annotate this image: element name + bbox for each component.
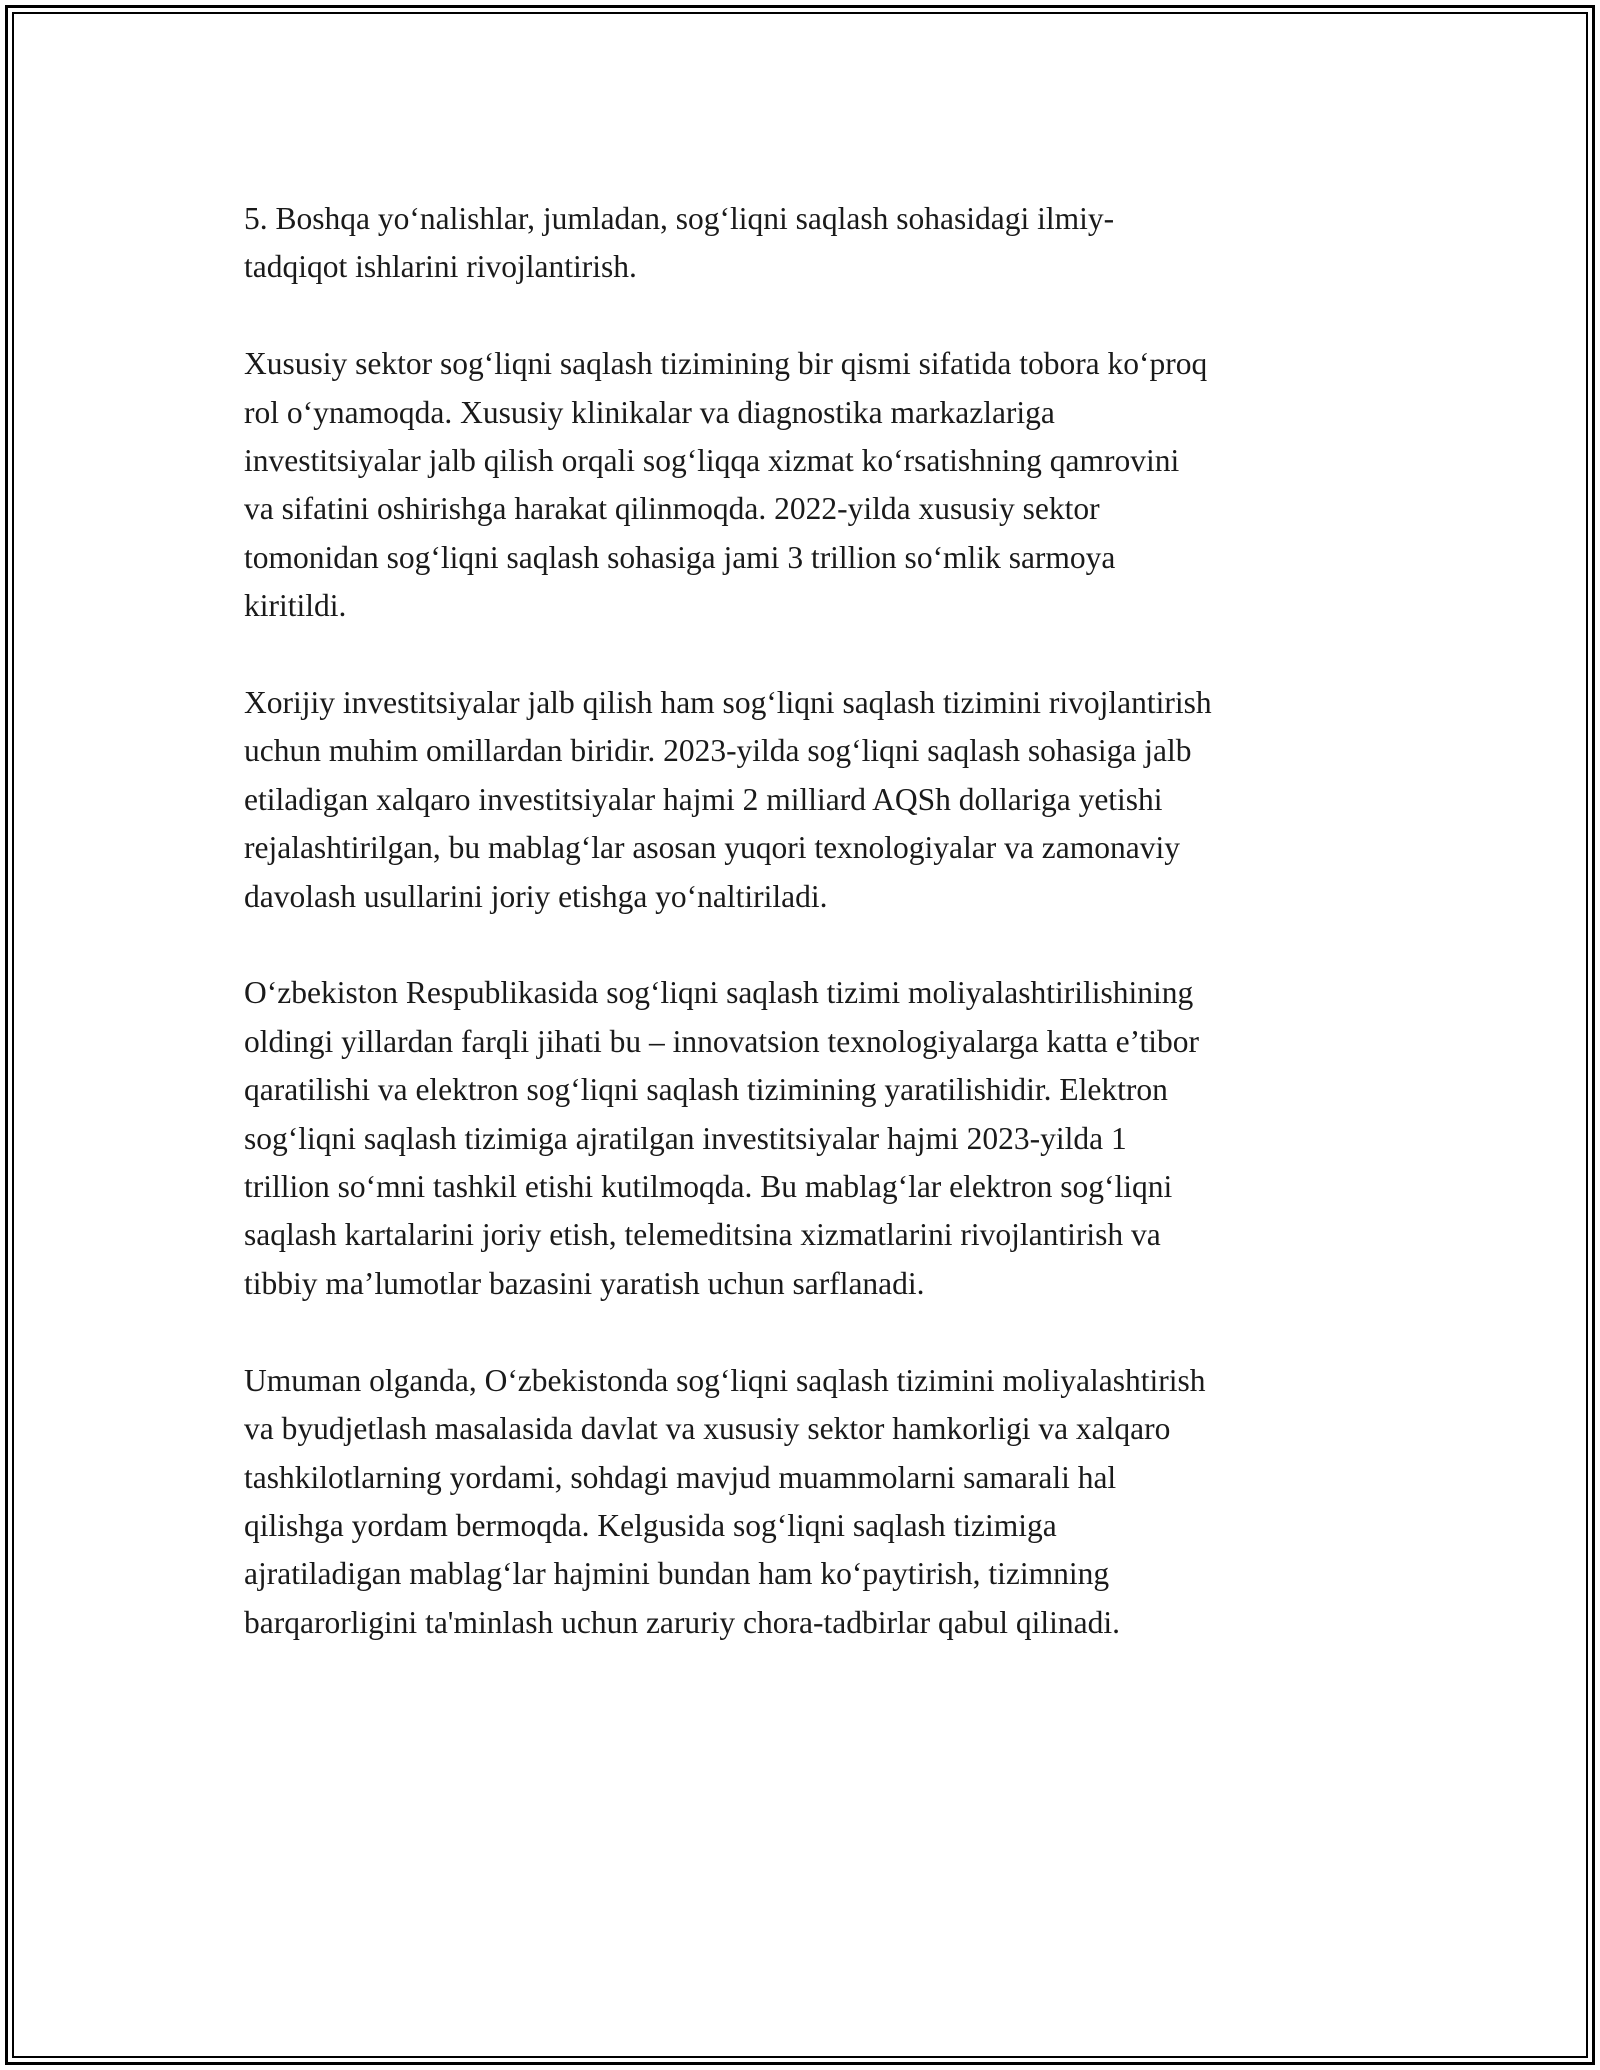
- text-line: trillion so‘mni tashkil etishi kutilmoqda. Bu mablag‘lar elektron sog‘liqni: [244, 1169, 1173, 1205]
- page-border: [5, 5, 1595, 2065]
- text-line: qilishga yordam bermoqda. Kelgusida sog‘liqni saqlash tizimiga: [244, 1507, 1057, 1543]
- paragraph-private-sector: [244, 340, 1424, 630]
- text-line: O‘zbekiston Respublikasida sog‘liqni saqlash tizimi moliyalashtirilishining: [244, 975, 1194, 1011]
- text-line: ajratiladigan mablag‘lar hajmini bundan ham ko‘paytirish, tizimning: [244, 1556, 1110, 1592]
- text-line: kiritildi.: [244, 588, 347, 624]
- text-line: rejalashtirilgan, bu mablag‘lar asosan yuqori texnologiyalar va zamonaviy: [244, 830, 1180, 866]
- paragraph-e-health: [244, 969, 1424, 1308]
- text-line: etiladigan xalqaro investitsiyalar hajmi 2 milliard AQSh dollariga yetishi: [244, 781, 1163, 817]
- text-line: davolash usullarini joriy etishga yo‘naltiriladi.: [244, 878, 828, 914]
- text-line: Xorijiy investitsiyalar jalb qilish ham sog‘liqni saqlash tizimini rivojlantirish: [244, 685, 1212, 721]
- text-line: sog‘liqni saqlash tizimiga ajratilgan investitsiyalar hajmi 2023-yilda 1: [244, 1120, 1127, 1156]
- text-line: va byudjetlash masalasida davlat va xususiy sektor hamkorligi va xalqaro: [244, 1411, 1171, 1447]
- paragraph-conclusion: [244, 1357, 1424, 1647]
- text-line: investitsiyalar jalb qilish orqali sog‘liqqa xizmat ko‘rsatishning qamrovini: [244, 443, 1180, 479]
- document-body: [244, 195, 1424, 1696]
- text-line: tibbiy ma’lumotlar bazasini yaratish uchun sarflanadi.: [244, 1265, 925, 1301]
- text-line: qaratilishi va elektron sog‘liqni saqlash tizimining yaratilishidir. Elektron: [244, 1072, 1168, 1108]
- text-line: Xususiy sektor sog‘liqni saqlash tizimining bir qismi sifatida tobora ko‘proq: [244, 346, 1208, 382]
- text-line: 5. Boshqa yo‘nalishlar, jumladan, sog‘liqni saqlash sohasidagi ilmiy-: [244, 201, 1115, 236]
- text-line: va sifatini oshirishga harakat qilinmoqda. 2022-yilda xususiy sektor: [244, 491, 1100, 527]
- text-line: saqlash kartalarini joriy etish, telemeditsina xizmatlarini rivojlantirish va: [244, 1217, 1161, 1253]
- text-line: uchun muhim omillardan biridir. 2023-yilda sog‘liqni saqlash sohasiga jalb: [244, 733, 1192, 769]
- paragraph-research: [244, 195, 1424, 292]
- text-line: tadqiqot ishlarini rivojlantirish.: [244, 249, 637, 285]
- text-line: barqarorligini ta'minlash uchun zaruriy chora-tadbirlar qabul qilinadi.: [244, 1604, 1121, 1640]
- text-line: oldingi yillardan farqli jihati bu – innovatsion texnologiyalarga katta e’tibor: [244, 1023, 1199, 1059]
- paragraph-foreign-investment: [244, 679, 1424, 921]
- text-line: Umuman olganda, O‘zbekistonda sog‘liqni saqlash tizimini moliyalashtirish: [244, 1362, 1206, 1398]
- text-line: tomonidan sog‘liqni saqlash sohasiga jami 3 trillion so‘mlik sarmoya: [244, 539, 1116, 575]
- text-line: rol o‘ynamoqda. Xususiy klinikalar va diagnostika markazlariga: [244, 394, 1055, 430]
- text-line: tashkilotlarning yordami, sohdagi mavjud muammolarni samarali hal: [244, 1459, 1117, 1495]
